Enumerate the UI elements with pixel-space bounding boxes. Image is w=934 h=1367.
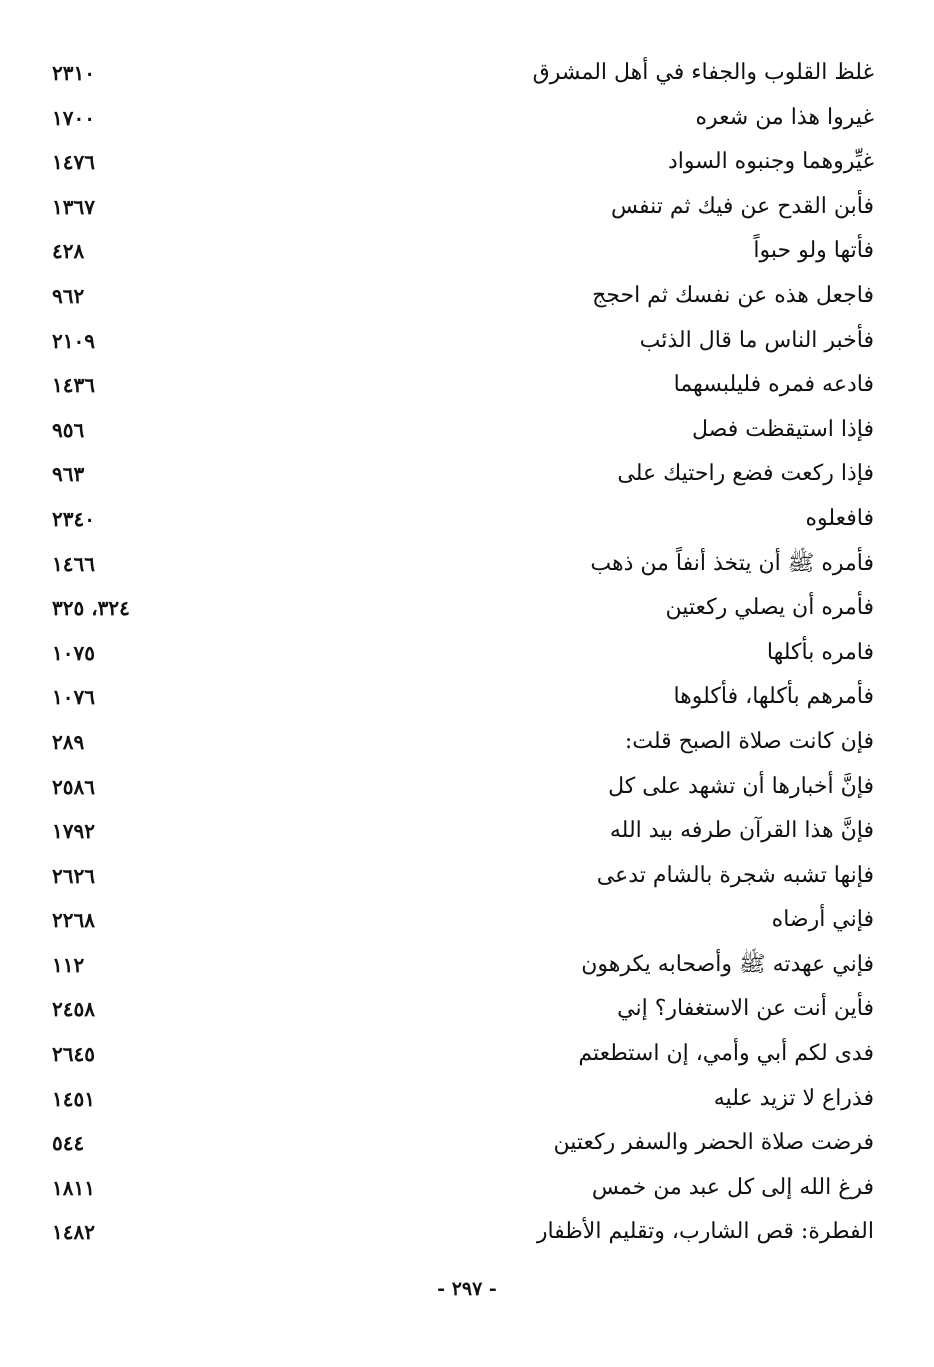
index-entry: [40, 810, 874, 855]
index-entry: [40, 186, 874, 231]
entry-text: فامره بأكلها: [766, 639, 874, 665]
index-entry: [40, 275, 874, 320]
entry-text: فأمرهم بأكلها، فأكلوها: [673, 684, 874, 710]
index-entry: [40, 543, 874, 588]
entry-text: فإني أرضاه: [771, 907, 874, 933]
index-entry: [40, 1078, 874, 1123]
entry-number: ١٤٣٦: [52, 373, 95, 398]
index-entry: [40, 364, 874, 409]
entry-number: ٤٢٨: [52, 239, 85, 264]
entry-text: فرضت صلاة الحضر والسفر ركعتين: [553, 1130, 874, 1156]
entry-text: الفطرة: قص الشارب، وتقليم الأظفار: [536, 1219, 874, 1245]
entry-number: ٢٣٤٠: [52, 506, 95, 531]
entry-text: فأبن القدح عن فيك ثم تنفس: [610, 193, 874, 219]
index-entry: [40, 632, 874, 677]
entry-number: ١٣٦٧: [52, 194, 95, 219]
page-number: - ٢٩٧ -: [437, 1278, 497, 1300]
index-entry: [40, 97, 874, 142]
entry-number: ٩٦٢: [52, 283, 85, 308]
entry-number: ١٠٧٦: [52, 685, 95, 710]
entry-text: غلظ القلوب والجفاء في أهل المشرق: [532, 60, 874, 85]
entry-number: ١٤٧٦: [52, 150, 95, 175]
entry-text: فافعلوه: [805, 505, 874, 531]
entry-text: فأتها ولو حبواً: [753, 238, 874, 264]
entry-text: فإنَّ هذا القرآن طرفه بيد الله: [609, 818, 874, 844]
index-entry: [40, 899, 874, 944]
entry-text: فإنَّ أخبارها أن تشهد على كل: [608, 773, 874, 799]
index-entry: [40, 944, 874, 989]
entry-number: ٢٣١٠: [52, 61, 95, 85]
entry-number: ٢٨٩: [52, 729, 85, 754]
entry-number: ٩٥٦: [52, 417, 85, 442]
entry-number: ١٤٦٦: [52, 551, 95, 576]
index-entry: [40, 320, 874, 365]
entry-text: فإنها تشبه شجرة بالشام تدعى: [596, 862, 874, 888]
entry-number: ٣٢٤، ٣٢٥: [52, 596, 130, 621]
index-entry: [40, 1033, 874, 1078]
index-entry: [40, 141, 874, 186]
entry-number: ١٨١١: [52, 1175, 95, 1200]
entry-number: ١١٢: [52, 952, 85, 977]
entry-text: فاجعل هذه عن نفسك ثم احجج: [592, 282, 874, 308]
index-entry: [40, 1167, 874, 1212]
entry-number: ٥٤٤: [52, 1131, 85, 1156]
index-entry: [40, 1122, 874, 1167]
index-entry: [40, 453, 874, 498]
index-entry: [40, 855, 874, 900]
index-entry: [40, 52, 874, 97]
entry-number: ٩٦٣: [52, 462, 85, 487]
entry-text: فأمره أن يصلي ركعتين: [665, 595, 874, 621]
entry-number: ٢١٠٩: [52, 328, 95, 353]
entry-number: ٢٤٥٨: [52, 997, 95, 1022]
entry-number: ٢٦٤٥: [52, 1042, 95, 1067]
index-entry: [40, 587, 874, 632]
entry-number: ١٤٨٢: [52, 1220, 95, 1245]
hadith-index-list: [40, 52, 874, 1256]
index-entry: [40, 498, 874, 543]
index-entry: [40, 230, 874, 275]
entry-text: غيروا هذا من شعره: [695, 104, 874, 130]
entry-number: ١٤٥١: [52, 1086, 95, 1111]
index-entry: [40, 988, 874, 1033]
entry-number: ١٧٠٠: [52, 105, 95, 130]
entry-text: فأخبر الناس ما قال الذئب: [639, 327, 874, 353]
entry-number: ٢٥٨٦: [52, 774, 95, 799]
index-entry: [40, 721, 874, 766]
entry-text: غيِّروهما وجنبوه السواد: [667, 149, 874, 175]
entry-text: فذراع لا تزيد عليه: [713, 1085, 874, 1111]
entry-number: ٢٢٦٨: [52, 908, 95, 933]
entry-number: ٢٦٢٦: [52, 863, 95, 888]
index-entry: [40, 766, 874, 811]
entry-text: فإذا استيقظت فصل: [692, 416, 874, 442]
entry-text: فادعه فمره فليلبسهما: [673, 372, 874, 398]
entry-text: فأين أنت عن الاستغفار؟ إني: [617, 996, 874, 1022]
entry-text: فإن كانت صلاة الصبح قلت:: [624, 728, 874, 754]
entry-text: فإذا ركعت فضع راحتيك على: [617, 461, 874, 487]
entry-number: ١٧٩٢: [52, 819, 95, 844]
index-entry: [40, 676, 874, 721]
index-entry: [40, 409, 874, 454]
entry-text: فرغ الله إلى كل عبد من خمس: [591, 1174, 874, 1200]
entry-text: فإني عهدته ﷺ وأصحابه يكرهون: [581, 951, 874, 977]
entry-text: فدى لكم أبي وأمي، إن استطعتم: [578, 1041, 874, 1067]
entry-text: فأمره ﷺ أن يتخذ أنفاً من ذهب: [590, 550, 874, 576]
index-entry: [40, 1211, 874, 1256]
entry-number: ١٠٧٥: [52, 640, 95, 665]
